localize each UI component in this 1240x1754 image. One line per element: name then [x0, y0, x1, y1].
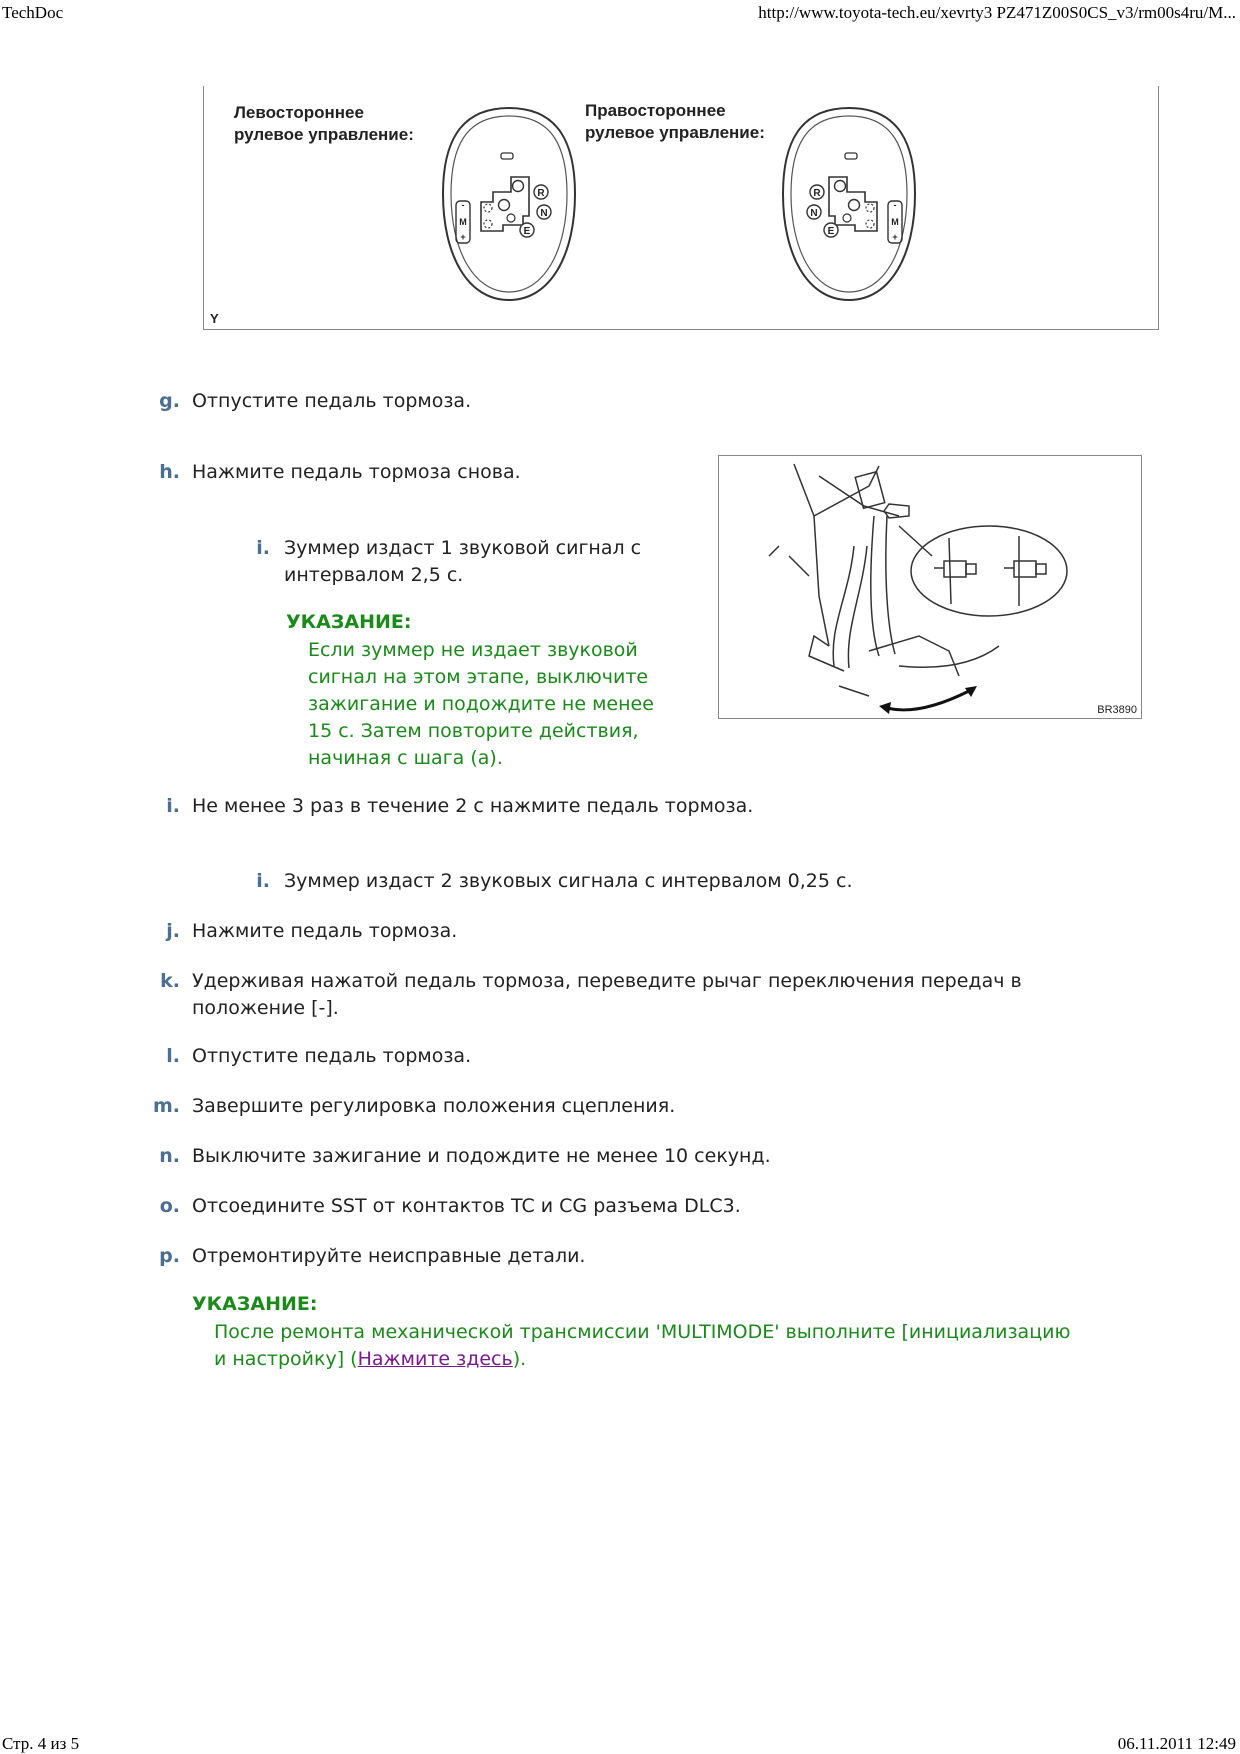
- step-text: Выключите зажигание и подождите не менее 10 секунд.: [192, 1145, 771, 1167]
- substep-line1: Зуммер издаст 1 звуковой сигнал с: [284, 537, 642, 559]
- figure-corner-mark: Y: [210, 311, 219, 326]
- left-label-line2: рулевое управление:: [234, 125, 414, 144]
- step-letter: g.: [159, 390, 180, 412]
- knob-plus-letter-right: +: [892, 232, 898, 242]
- step-letter: n.: [159, 1145, 180, 1167]
- final-hint-body: [214, 1319, 1164, 1373]
- final-hint-title: УКАЗАНИЕ:: [192, 1293, 318, 1315]
- step-text: Нажмите педаль тормоза снова.: [192, 461, 521, 483]
- knob-plus-letter: +: [460, 232, 466, 242]
- knob-n-letter-right: N: [810, 208, 818, 219]
- final-hint-line2: [214, 1346, 1164, 1373]
- final-hint-line1: После ремонта механической трансмиссии 'MULTIMODE' выполните [инициализацию: [214, 1321, 1071, 1343]
- left-hand-drive-knob-diagram: [439, 104, 579, 304]
- substep-text: Зуммер издаст 2 звуковых сигнала с интервалом 0,25 с.: [284, 870, 853, 892]
- knob-m-letter-right: M: [891, 217, 899, 227]
- step-text: Отсоедините SST от контактов TC и CG разъема DLC3.: [192, 1195, 741, 1217]
- step-text: Отремонтируйте неисправные детали.: [192, 1245, 586, 1267]
- hint-line: начиная с шага (a).: [308, 747, 503, 769]
- final-hint-prefix: и настройку] (: [214, 1348, 358, 1370]
- right-label-line1: Правостороннее: [585, 101, 726, 120]
- print-footer-date: 06.11.2011 12:49: [1117, 1734, 1236, 1753]
- step-letter: l.: [166, 1045, 180, 1067]
- hint-line: 15 с. Затем повторите действия,: [308, 720, 639, 742]
- shift-knob-figure: [203, 86, 1159, 330]
- knob-e-letter-right: E: [827, 226, 835, 237]
- step-letter: p.: [159, 1245, 180, 1267]
- knob-r-letter: R: [537, 188, 545, 199]
- step-text: Не менее 3 раз в течение 2 с нажмите педаль тормоза.: [192, 795, 754, 817]
- final-hint-suffix: ).: [512, 1348, 527, 1370]
- step-letter: j.: [166, 920, 180, 942]
- substep-text: [284, 535, 690, 589]
- step-line1: Удерживая нажатой педаль тормоза, переведите рычаг переключения передач в: [192, 970, 1022, 992]
- step-text: Нажмите педаль тормоза.: [192, 920, 458, 942]
- knob-m-letter: M: [459, 217, 467, 227]
- step-letter: m.: [152, 1095, 180, 1117]
- substep-letter: i.: [256, 537, 270, 559]
- print-header-url: http://www.toyota-tech.eu/xevrty3 PZ471Z00S0CS_v3/rm00s4ru/M...: [758, 3, 1236, 22]
- brake-pedal-illustration: [719, 456, 1141, 718]
- knob-minus-letter-right: -: [893, 200, 897, 210]
- hint-line: Если зуммер не издает звуковой: [308, 639, 638, 661]
- step-letter: h.: [159, 461, 180, 483]
- hint-title: УКАЗАНИЕ:: [286, 611, 412, 633]
- knob-r-letter-right: R: [813, 188, 821, 199]
- step-letter: o.: [159, 1195, 180, 1217]
- hint-line: зажигание и подождите не менее: [308, 693, 654, 715]
- step-text: Отпустите педаль тормоза.: [192, 390, 472, 412]
- hint-body: [308, 637, 708, 772]
- step-text: Завершите регулировка положения сцепления.: [192, 1095, 676, 1117]
- step-letter: i.: [166, 795, 180, 817]
- knob-minus-letter: -: [461, 200, 465, 210]
- print-header-title: TechDoc: [2, 3, 64, 22]
- click-here-link[interactable]: Нажмите здесь: [357, 1348, 513, 1370]
- hint-line: сигнал на этом этапе, выключите: [308, 666, 649, 688]
- step-line2: положение [-].: [192, 997, 339, 1019]
- print-footer-page: Стр. 4 из 5: [2, 1734, 80, 1753]
- knob-n-letter: N: [540, 208, 548, 219]
- figure-left-label: [234, 102, 414, 146]
- right-label-line2: рулевое управление:: [585, 123, 765, 142]
- figure-code: BR3890: [1097, 704, 1137, 716]
- step-letter: k.: [160, 970, 180, 992]
- right-hand-drive-knob-diagram: [779, 104, 919, 304]
- knob-e-letter: E: [523, 226, 531, 237]
- brake-pedal-figure: [718, 455, 1142, 719]
- left-label-line1: Левостороннее: [234, 103, 364, 122]
- figure-right-label: [585, 100, 765, 144]
- step-text: [192, 968, 1150, 1022]
- substep-letter: i.: [256, 870, 270, 892]
- substep-line2: интервалом 2,5 с.: [284, 564, 464, 586]
- step-text: Отпустите педаль тормоза.: [192, 1045, 472, 1067]
